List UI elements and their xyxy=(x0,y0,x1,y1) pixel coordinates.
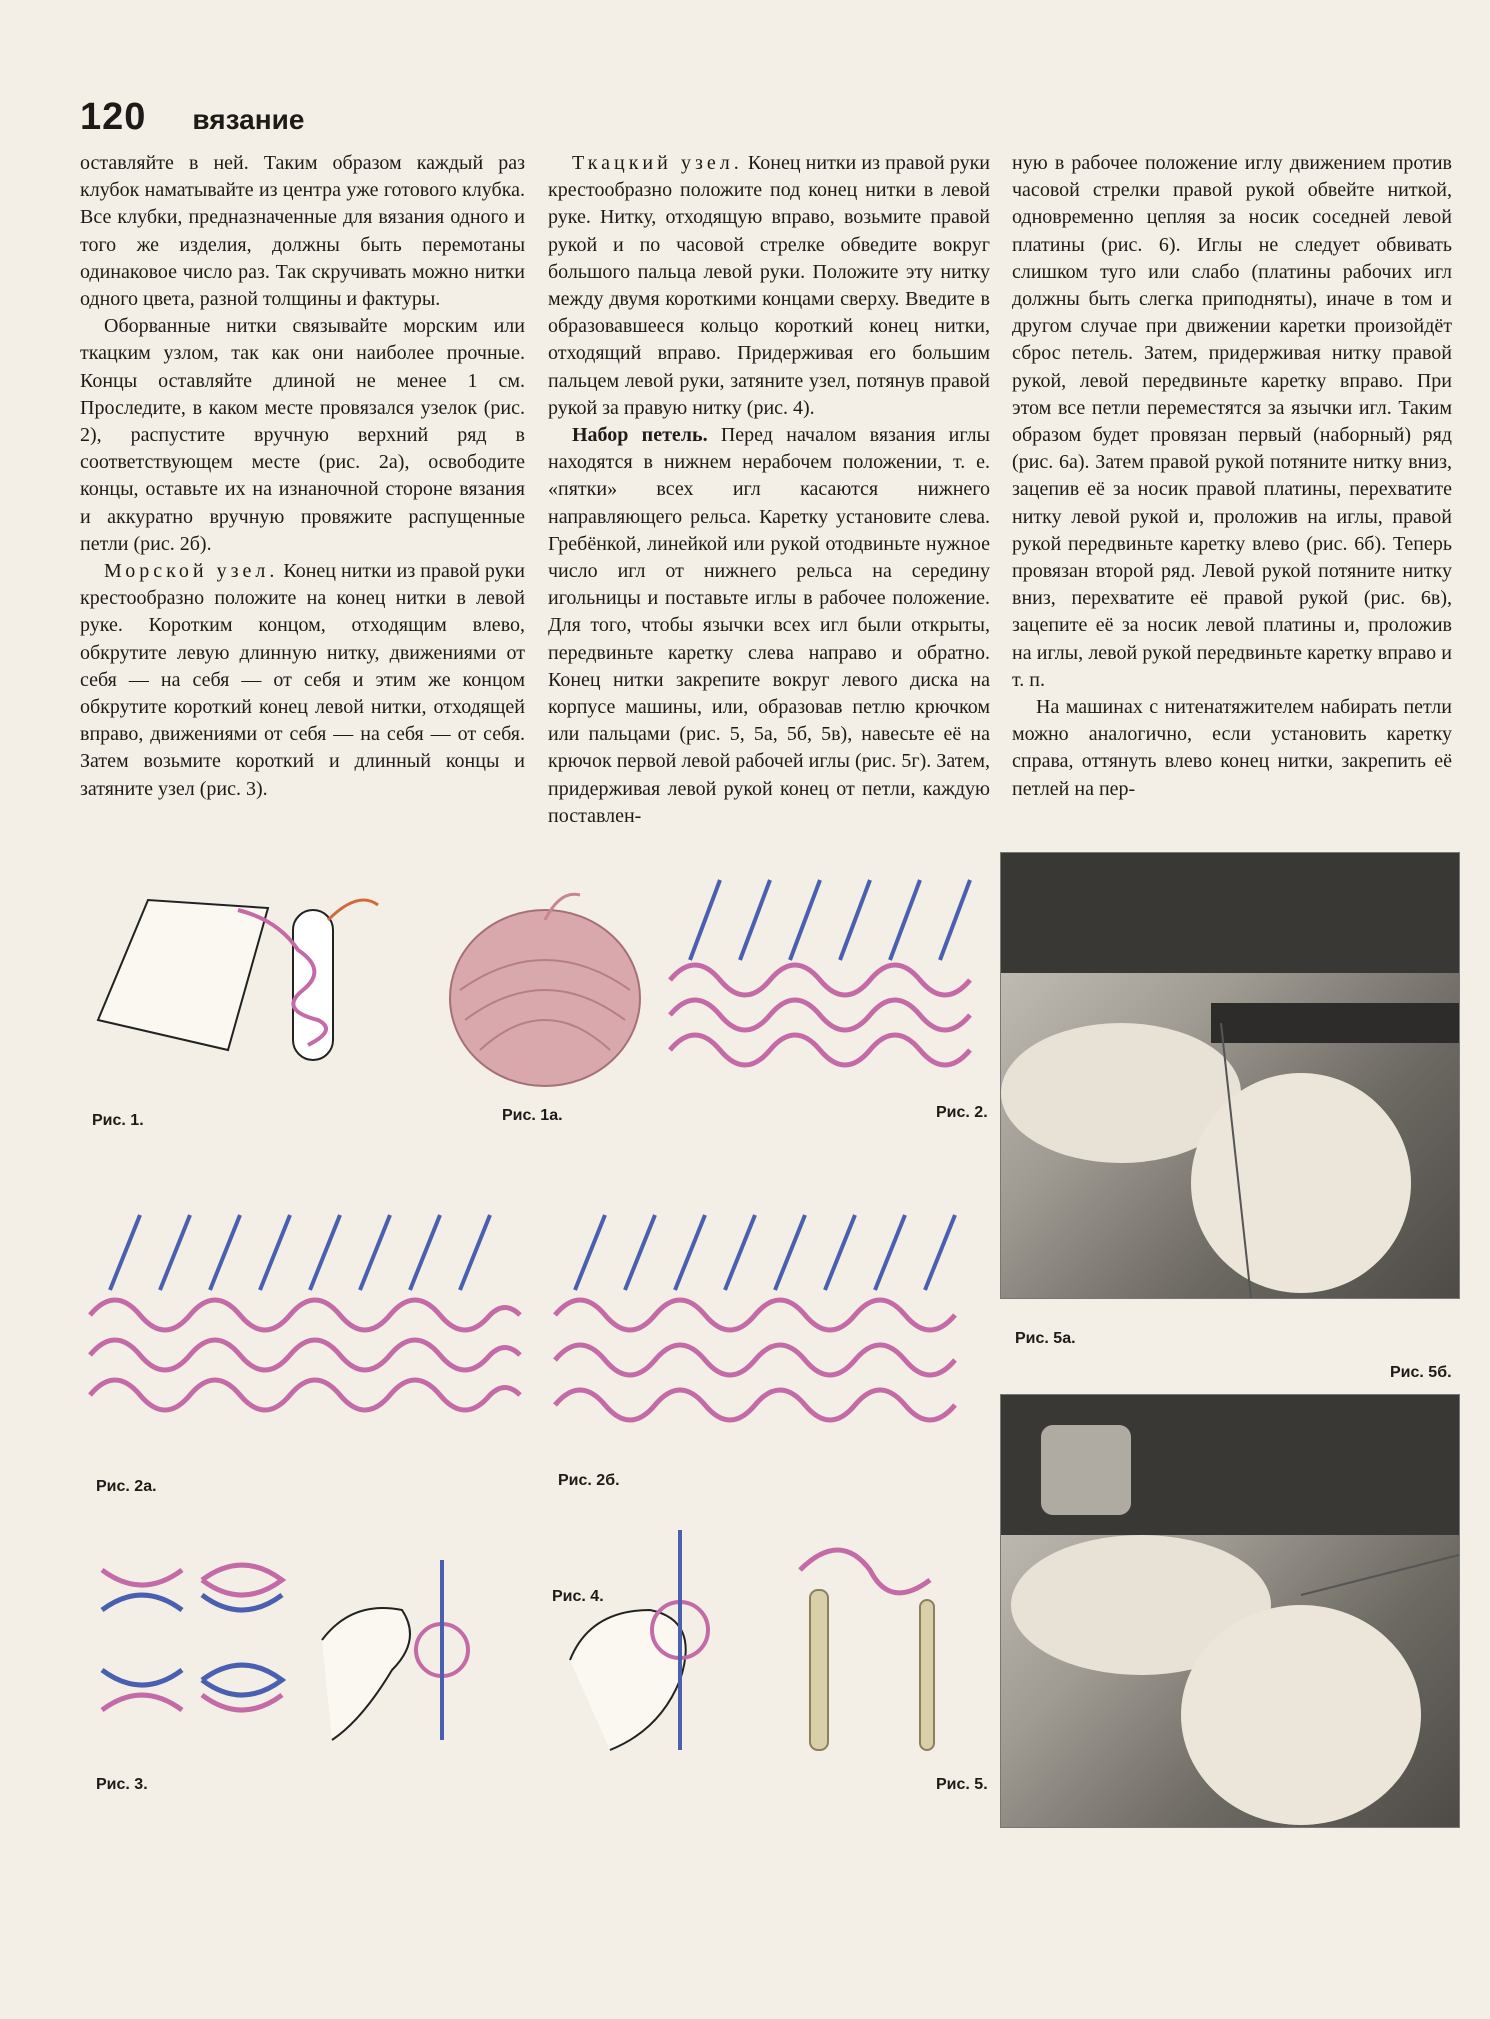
paragraph-text: Перед началом вязания иглы находятся в нижнем нерабочем положении, т. е. «пятки» всех игл касаются нижнего направляющего рельса. Каретку установите слева. Гребёнкой, линейкой или рукой отодвиньте нужное число игл от нижнего рельса на середину игольницы и поставьте иглы в рабочее положение. Для того, чтобы язычки всех игл были открыты, передвиньте каретку слева направо и обратно. Конец нитки закрепите вокруг левого диска на корпусе машины, или, образовав петлю крючком или пальцами (рис. 5, 5а, 5б, 5в), навесьте её на крючок первой левой рабочей иглы (рис. 5г). Затем, придерживая левой рукой конец от петли, каждую поставлен- xyxy=(548,424,990,827)
figure-5a-caption: Рис. 5а. xyxy=(1015,1330,1076,1347)
figure-5-crochet-loop-illustration xyxy=(780,1530,980,1760)
figure-3-sea-knot-illustration xyxy=(92,1540,532,1750)
text-column-left xyxy=(80,150,525,803)
figure-1a-caption: Рис. 1а. xyxy=(502,1107,563,1124)
figure-1-caption: Рис. 1. xyxy=(92,1112,144,1129)
paragraph: оставляйте в ней. Таким образом каждый раз клубок наматывайте из центра уже готового клубка. Все клубки, предназначенные для вязания одного и того же изделия, должны быть перемотаны одинаковое число раз. Так скручивать можно нитки одного цвета, разной толщины и фактуры. xyxy=(80,152,525,311)
figure-2a-knitted-loops-illustration xyxy=(80,1210,530,1430)
section-title: вязание xyxy=(192,104,305,135)
figure-5-caption: Рис. 5. xyxy=(936,1776,988,1793)
paragraph: Оборванные нитки связывайте морским или ткацким узлом, так как они наиболее прочные. Концы оставляйте длиной не менее 1 см. Проследите, в каком месте провязался узелок (рис. 2), распустите вручную верхний ряд в соответствующем месте (рис. 2а), освободите концы, оставьте их на изнаночной стороне вязания и аккуратно вручную провяжите распущенные петли (рис. 2б). xyxy=(80,315,525,555)
paragraph xyxy=(80,558,525,803)
paragraph xyxy=(548,150,990,422)
paragraph: ную в рабочее положение иглу движением против часовой стрелки правой рукой обвейте ниткой, одновременно цепляя за носик соседней левой платины (рис. 6). Иглы не следует обвивать слишком туго или слабо (платины рабочих игл должны быть слегка приподняты), иначе в том и другом случае при движении каретки произойдёт сброс петель. Затем, придерживая нитку правой рукой, левой передвиньте каретку вправо. При этом все петли переместятся за язычки игл. Таким образом будет провязан первый (наборный) ряд (рис. 6а). Затем правой рукой потяните нитку вниз, зацепив её за носик правой платины, перехватите нитку левой рукой и, проложив на иглы, правой рукой передвиньте каретку влево (рис. 6б). Теперь провязан второй ряд. Левой рукой потяните нитку вниз, перехватите её правой рукой (рис. 6в), зацепите её за носик левой платины и, проложив на иглы, левой рукой передвиньте каретку вправо и т. п. xyxy=(1012,152,1452,691)
page-number: 120 xyxy=(80,96,147,138)
run-in-heading: Морской узел. xyxy=(104,560,279,583)
paragraph-text: Конец нитки из правой руки крестообразно положите на конец нитки в левой руке. Коротким концом, отходящим влево, обкрутите левую длинную нитку, движениями от себя — на себя — от себя и этим же концом обкрутите короткий конец левой нитки, отходящей вправо, движениями от себя — на себя — от себя. Затем возьмите короткий и длинный концы и затяните узел (рис. 3). xyxy=(80,560,526,800)
text-column-middle xyxy=(548,150,990,830)
figure-1a-yarn-ball-illustration xyxy=(440,890,650,1090)
figure-5a-photo-hands-machine xyxy=(1000,852,1460,1299)
page-header xyxy=(80,96,304,139)
figure-5b-caption: Рис. 5б. xyxy=(1390,1364,1452,1381)
paragraph xyxy=(548,422,990,830)
figure-1-yarn-winding-illustration xyxy=(88,880,408,1080)
figure-4-weavers-knot-illustration xyxy=(550,1510,780,1760)
paragraph: На машинах с нитенатяжителем набирать петли можно аналогично, если установить каретку справа, оттянуть влево конец нитки, закрепить её петлей на пер- xyxy=(1012,696,1452,800)
paragraph-text: Конец нитки из правой руки крестообразно положите под конец нитки в левой руке. Нитку, отходящую вправо, возьмите правой рукой и по часовой стрелке обведите вокруг большого пальца левой руки. Положите эту нитку между двумя короткими концами сверху. Введите в образовавшееся кольцо короткий конец нитки, отходящий вправо. Придерживая его большим пальцем левой руки, затяните узел, потянув правой рукой за правую нитку (рис. 4). xyxy=(548,152,991,419)
figure-4-caption: Рис. 4. xyxy=(552,1588,604,1605)
text-column-right xyxy=(1012,150,1452,803)
run-in-heading: Ткацкий узел. xyxy=(572,152,743,174)
run-in-heading: Набор петель. xyxy=(572,424,708,447)
figure-2-knitted-loops-illustration xyxy=(660,870,990,1090)
figure-3-caption: Рис. 3. xyxy=(96,1776,148,1793)
figure-2-caption: Рис. 2. xyxy=(936,1104,988,1121)
figure-5b-photo-hands-machine xyxy=(1000,1394,1460,1828)
figure-2b-knitted-loops-illustration xyxy=(545,1210,985,1440)
figure-2b-caption: Рис. 2б. xyxy=(558,1472,620,1489)
figure-2a-caption: Рис. 2а. xyxy=(96,1478,157,1495)
